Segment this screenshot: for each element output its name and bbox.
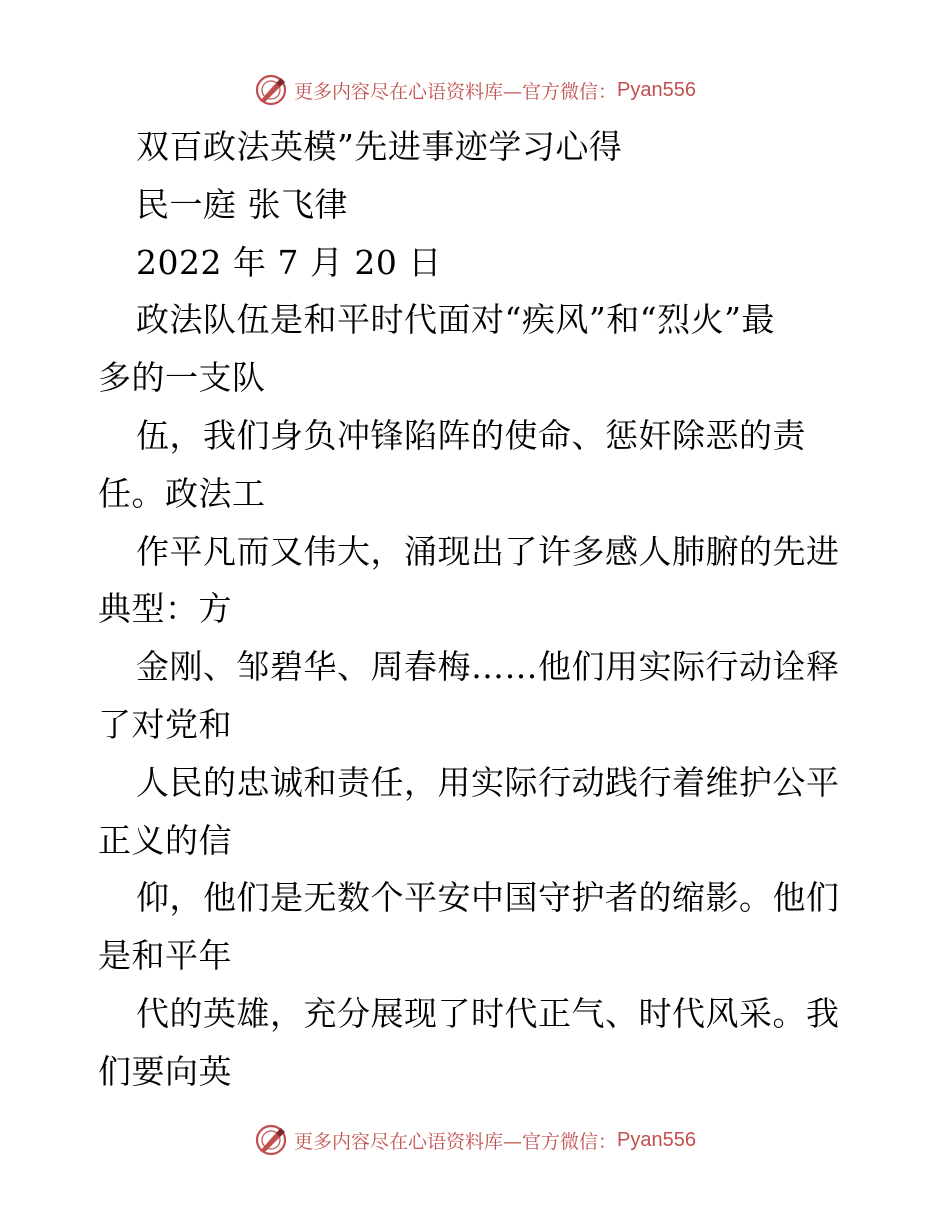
text-line: 任。政法工 — [98, 473, 266, 513]
text-line: 代的英雄，充分展现了时代正气、时代风采。我 — [136, 993, 840, 1033]
text-line: 们要向英 — [98, 1051, 232, 1091]
text-line: 金刚、邹碧华、周春梅……他们用实际行动诠释 — [136, 647, 840, 687]
banner-wechat-id: Pyan556 — [617, 1128, 696, 1151]
text-line: 正义的信 — [98, 820, 232, 860]
document-title: 双百政法英模”先进事迹学习心得 — [136, 127, 623, 166]
pen-logo-icon — [254, 1123, 288, 1157]
text-line: 多的一支队 — [98, 358, 266, 398]
text-line: 了对党和 — [98, 704, 232, 744]
banner-wechat-id: Pyan556 — [617, 78, 696, 101]
footer-banner — [0, 1120, 950, 1160]
text-line: 伍，我们身负冲锋陷阵的使命、惩奸除恶的责 — [136, 415, 806, 455]
text-line: 人民的忠诚和责任，用实际行动践行着维护公平 — [136, 762, 840, 802]
date-line: 2022 年 7 月 20 日 — [136, 242, 442, 282]
author-line: 民一庭 张飞律 — [136, 184, 348, 224]
text-line: 是和平年 — [98, 936, 232, 976]
text-line: 作平凡而又伟大，涌现出了许多感人肺腑的先进 — [136, 531, 840, 571]
text-line: 仰，他们是无数个平安中国守护者的缩影。他们 — [136, 878, 840, 918]
text-line: 政法队伍是和平时代面对“疾风”和“烈火”最 — [136, 300, 775, 340]
text-line: 典型：方 — [98, 589, 232, 629]
banner-text: 更多内容尽在心语资料库—官方微信： — [294, 1130, 618, 1153]
banner-text: 更多内容尽在心语资料库—官方微信： — [294, 80, 618, 103]
header-banner — [0, 70, 950, 110]
pen-logo-icon — [254, 73, 288, 107]
document-body — [98, 118, 858, 1101]
